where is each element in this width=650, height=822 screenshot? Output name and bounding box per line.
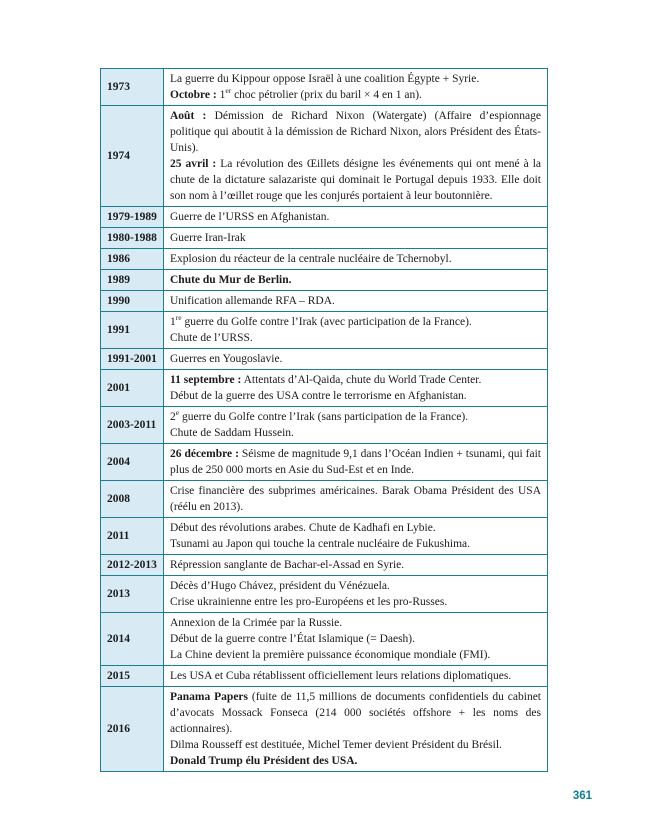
event-line [170,272,541,288]
event-text-bold: Octobre : [170,89,217,101]
event-line [170,293,541,309]
event-line [170,425,541,441]
event-cell [164,444,548,481]
year-cell: 2016 [101,687,164,772]
event-text: Crise financière des subprimes américaines. Barak Obama Président des USA (réélu en 2013). [170,485,541,513]
table-row [101,576,548,613]
event-cell [164,481,548,518]
table-row [101,613,548,666]
event-line [170,557,541,573]
event-cell [164,249,548,270]
event-text: Séisme de magnitude 9,1 dans l’Océan Indien + tsunami, qui fait plus de 250 000 morts en Asie du Sud-Est et en Inde. [170,448,542,476]
year-cell: 2004 [101,444,164,481]
event-line [170,87,541,103]
event-text: Guerre de l’URSS en Afghanistan. [170,211,330,223]
event-cell [164,69,548,106]
year-cell: 1979-1989 [101,207,164,228]
event-line [170,156,541,204]
event-line [170,314,541,330]
event-text: Annexion de la Crimée par la Russie. [170,617,343,629]
event-text: choc pétrolier (prix du baril × 4 en 1 an). [231,89,422,101]
event-text: La Chine devient la première puissance économique mondiale (FMI). [170,649,491,661]
event-text-bold: Chute du Mur de Berlin. [170,274,292,286]
event-text: Chute de l’URSS. [170,332,253,344]
event-text: La guerre du Kippour oppose Israël à une coalition Égypte + Syrie. [170,73,480,85]
event-line [170,536,541,552]
event-cell [164,349,548,370]
table-row [101,407,548,444]
event-text-bold: 11 septembre : [170,374,242,386]
event-line [170,108,541,156]
event-text: Guerres en Yougoslavie. [170,353,283,365]
event-cell [164,613,548,666]
event-text-sup: re [175,313,182,323]
event-cell [164,106,548,207]
event-line [170,668,541,684]
table-row [101,228,548,249]
event-line [170,71,541,87]
event-text-bold: 26 décembre : [170,448,239,460]
table-row [101,518,548,555]
event-line [170,689,541,737]
year-cell: 1989 [101,270,164,291]
event-text-sup: e [175,408,180,418]
event-line [170,647,541,663]
event-text: (fuite de 11,5 millions de documents confidentiels du cabinet d’avocats Mossack Fonseca (214 000 sociétés offshore + les noms des actionnaires). [170,691,541,735]
table-row [101,106,548,207]
event-cell [164,228,548,249]
year-cell: 2015 [101,666,164,687]
year-cell: 2003-2011 [101,407,164,444]
year-cell: 2011 [101,518,164,555]
event-cell [164,312,548,349]
event-line [170,483,541,515]
event-text-bold: Août : [170,110,207,122]
event-text: Dilma Rousseff est destituée, Michel Temer devient Président du Brésil. [170,739,502,751]
event-text: 1 [170,316,176,328]
event-line [170,737,541,753]
event-text: 1 [216,89,226,101]
event-text: Chute de Saddam Hussein. [170,427,294,439]
year-cell: 1974 [101,106,164,207]
event-cell [164,407,548,444]
year-cell: 1991-2001 [101,349,164,370]
table-row [101,291,548,312]
event-text: Début des révolutions arabes. Chute de Kadhafi en Lybie. [170,522,436,534]
year-cell: 1973 [101,69,164,106]
event-text: guerre du Golfe contre l’Irak (avec participation de la France). [181,316,472,328]
event-text: Attentats d’Al-Qaida, chute du World Trade Center. [241,374,482,386]
table-row [101,312,548,349]
table-row [101,69,548,106]
event-text: Les USA et Cuba rétablissent officiellement leurs relations diplomatiques. [170,670,512,682]
event-line [170,615,541,631]
event-line [170,409,541,425]
event-line [170,631,541,647]
year-cell: 2013 [101,576,164,613]
event-cell [164,666,548,687]
table-row [101,207,548,228]
table-row [101,687,548,772]
event-line [170,209,541,225]
event-line [170,251,541,267]
event-text: Guerre Iran-Irak [170,232,246,244]
table-row [101,249,548,270]
event-text: Décès d’Hugo Chávez, président du Vénézuela. [170,580,390,592]
table-row [101,349,548,370]
event-text-bold: 25 avril : [170,158,217,170]
event-text: Explosion du réacteur de la centrale nucléaire de Tchernobyl. [170,253,452,265]
event-cell [164,270,548,291]
event-text: La révolution des Œillets désigne les événements qui ont mené à la chute de la dictature salazariste qui dominait le Portugal depuis 1933. Elle doit son nom à l’œillet rouge que les conjurés portaient à leur boutonnière. [170,158,541,202]
event-line [170,351,541,367]
event-text-bold: Donald Trump élu Président des USA. [170,755,358,767]
event-line [170,372,541,388]
event-line [170,520,541,536]
event-text: Début de la guerre contre l’État Islamique (= Daesh). [170,633,416,645]
event-cell [164,207,548,228]
event-text: Tsunami au Japon qui touche la centrale nucléaire de Fukushima. [170,538,471,550]
event-line [170,388,541,404]
event-text: Démission de Richard Nixon (Watergate) (Affaire d’espionnage politique qui aboutit à la démission de Richard Nixon, alors Président des États-Unis). [170,110,541,154]
event-text-bold: Panama Papers [170,691,248,703]
table-row [101,270,548,291]
table-row [101,666,548,687]
year-cell: 2001 [101,370,164,407]
event-text: Début de la guerre des USA contre le terrorisme en Afghanistan. [170,390,467,402]
table-row [101,555,548,576]
timeline-table [100,68,548,772]
event-line [170,594,541,610]
event-text-sup: er [225,86,232,96]
table-row [101,481,548,518]
event-line [170,446,541,478]
event-line [170,230,541,246]
page-number: 361 [572,790,592,802]
year-cell: 1991 [101,312,164,349]
table-row [101,370,548,407]
event-line [170,578,541,594]
event-line [170,753,541,769]
event-text: guerre du Golfe contre l’Irak (sans participation de la France). [179,411,469,423]
event-cell [164,370,548,407]
timeline-table-body [101,69,548,772]
event-cell [164,576,548,613]
event-cell [164,291,548,312]
event-text: Crise ukrainienne entre les pro-Européens et les pro-Russes. [170,596,448,608]
event-text: Répression sanglante de Bachar-el-Assad en Syrie. [170,559,405,571]
table-row [101,444,548,481]
event-cell [164,555,548,576]
event-line [170,330,541,346]
year-cell: 2008 [101,481,164,518]
event-text: 2 [170,411,176,423]
year-cell: 1980-1988 [101,228,164,249]
year-cell: 1990 [101,291,164,312]
year-cell: 2014 [101,613,164,666]
event-text: Unification allemande RFA – RDA. [170,295,335,307]
year-cell: 1986 [101,249,164,270]
event-cell [164,687,548,772]
year-cell: 2012-2013 [101,555,164,576]
event-cell [164,518,548,555]
